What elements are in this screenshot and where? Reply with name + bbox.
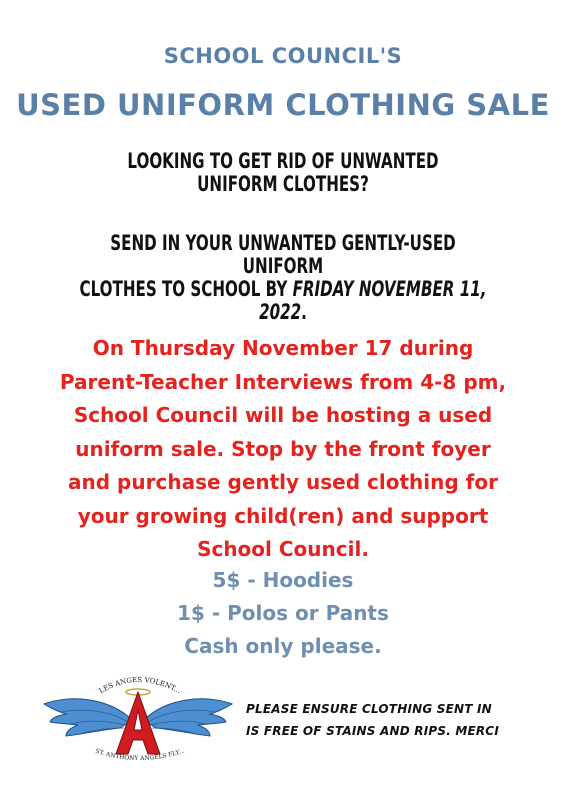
send-in-year: 2022 [259, 300, 302, 324]
st-anthony-angels-logo [40, 668, 236, 768]
clothing-condition-note [246, 698, 546, 742]
event-details [20, 332, 546, 567]
details-line: On Thursday November 17 during [92, 336, 474, 360]
send-in-period: . [301, 300, 307, 324]
note-line-1: PLEASE ENSURE CLOTHING SENT IN [246, 702, 492, 716]
logo-bottom-text: ST. ANTHONY ANGELS FLY... [94, 747, 186, 763]
cash-only-note: Cash only please. [184, 634, 382, 658]
logo-top-text: LES ANGES VOLENT... [97, 675, 183, 696]
details-line: School Council will be hosting a used [73, 403, 493, 427]
question-block [0, 150, 566, 196]
send-in-line-3 [79, 301, 487, 324]
send-in-date: FRIDAY NOVEMBER 11, [292, 277, 487, 301]
send-in-line-1: SEND IN YOUR UNWANTED GENTLY-USED UNIFORM [110, 231, 456, 278]
question-line-1: LOOKING TO GET RID OF UNWANTED [127, 149, 439, 173]
price-polos-pants: 1$ - Polos or Pants [177, 601, 389, 625]
price-list [0, 564, 566, 663]
details-line: School Council. [197, 537, 369, 561]
send-in-block [0, 232, 566, 324]
note-line-2: IS FREE OF STAINS AND RIPS. MERCI [246, 724, 499, 738]
title-used-uniform-sale: USED UNIFORM CLOTHING SALE [16, 88, 550, 122]
details-line: and purchase gently used clothing for [68, 470, 498, 494]
send-in-line-2 [79, 278, 487, 301]
title-school-council: SCHOOL COUNCIL'S [163, 44, 403, 68]
details-line: your growing child(ren) and support [77, 503, 489, 528]
price-hoodies: 5$ - Hoodies [212, 568, 354, 592]
question-line-2: UNIFORM CLOTHES? [197, 172, 369, 196]
details-line: uniform sale. Stop by the front foyer [75, 436, 491, 461]
send-in-prefix: CLOTHES TO SCHOOL BY [79, 277, 288, 301]
details-line: Parent-Teacher Interviews from 4-8 pm, [59, 369, 507, 394]
